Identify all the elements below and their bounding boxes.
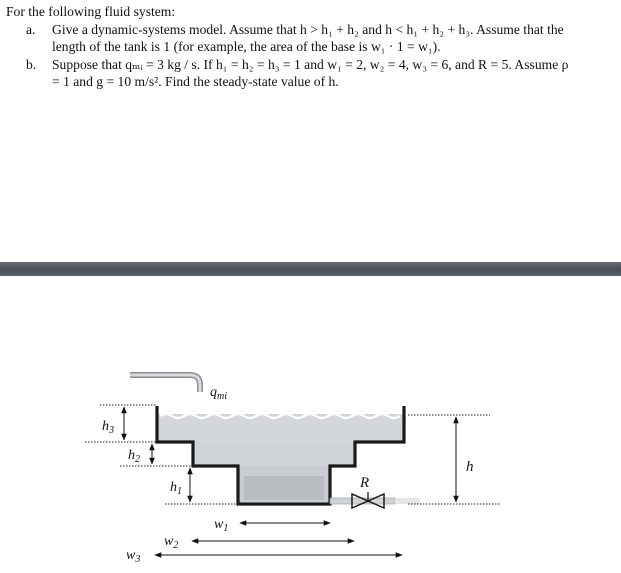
outlet-pipe: [330, 498, 420, 504]
part-b-line-1: Suppose that qₘᵢ = 3 kg / s. If h₁ = h₂ = h₃ = 1 and w₁ = 2, w₂ = 4, w₃ = 6, and R = 5. Assume ρ: [52, 56, 569, 72]
fluid-system-figure: [0, 276, 621, 573]
inflow-label: $q_{mi}$: [210, 385, 227, 402]
water-bottom-shade: [244, 476, 324, 500]
h1-label: $h_1$: [170, 480, 182, 497]
inflow-pipe: [130, 375, 200, 392]
h2-label: $h_2$: [128, 448, 140, 465]
problem-statement: [6, 3, 616, 91]
h-label: h: [466, 459, 474, 475]
problem-intro: For the following fluid system:: [6, 4, 176, 19]
R-label: R: [360, 475, 370, 491]
section-divider: [0, 262, 621, 276]
part-a-marker: a.: [26, 21, 36, 37]
part-a: [6, 21, 616, 56]
water-middle-section: [193, 442, 355, 466]
part-b-marker: b.: [26, 56, 37, 72]
part-a-line-2: length of the tank is 1 (for example, the area of the base is w₁ · 1 = w₁).: [52, 39, 441, 54]
part-a-line-1: Give a dynamic-systems model. Assume that h > h₁ + h₂ and h < h₁ + h₂ + h₃. Assume that the: [52, 21, 564, 37]
w1-label: $w_1$: [214, 517, 229, 534]
w2-label: $w_2$: [164, 534, 179, 551]
w3-label: $w_3$: [126, 548, 141, 565]
part-b: [6, 56, 616, 91]
h3-label: $h_3$: [102, 419, 114, 436]
part-b-line-2: = 1 and g = 10 m/s². Find the steady-state value of h.: [52, 74, 339, 89]
